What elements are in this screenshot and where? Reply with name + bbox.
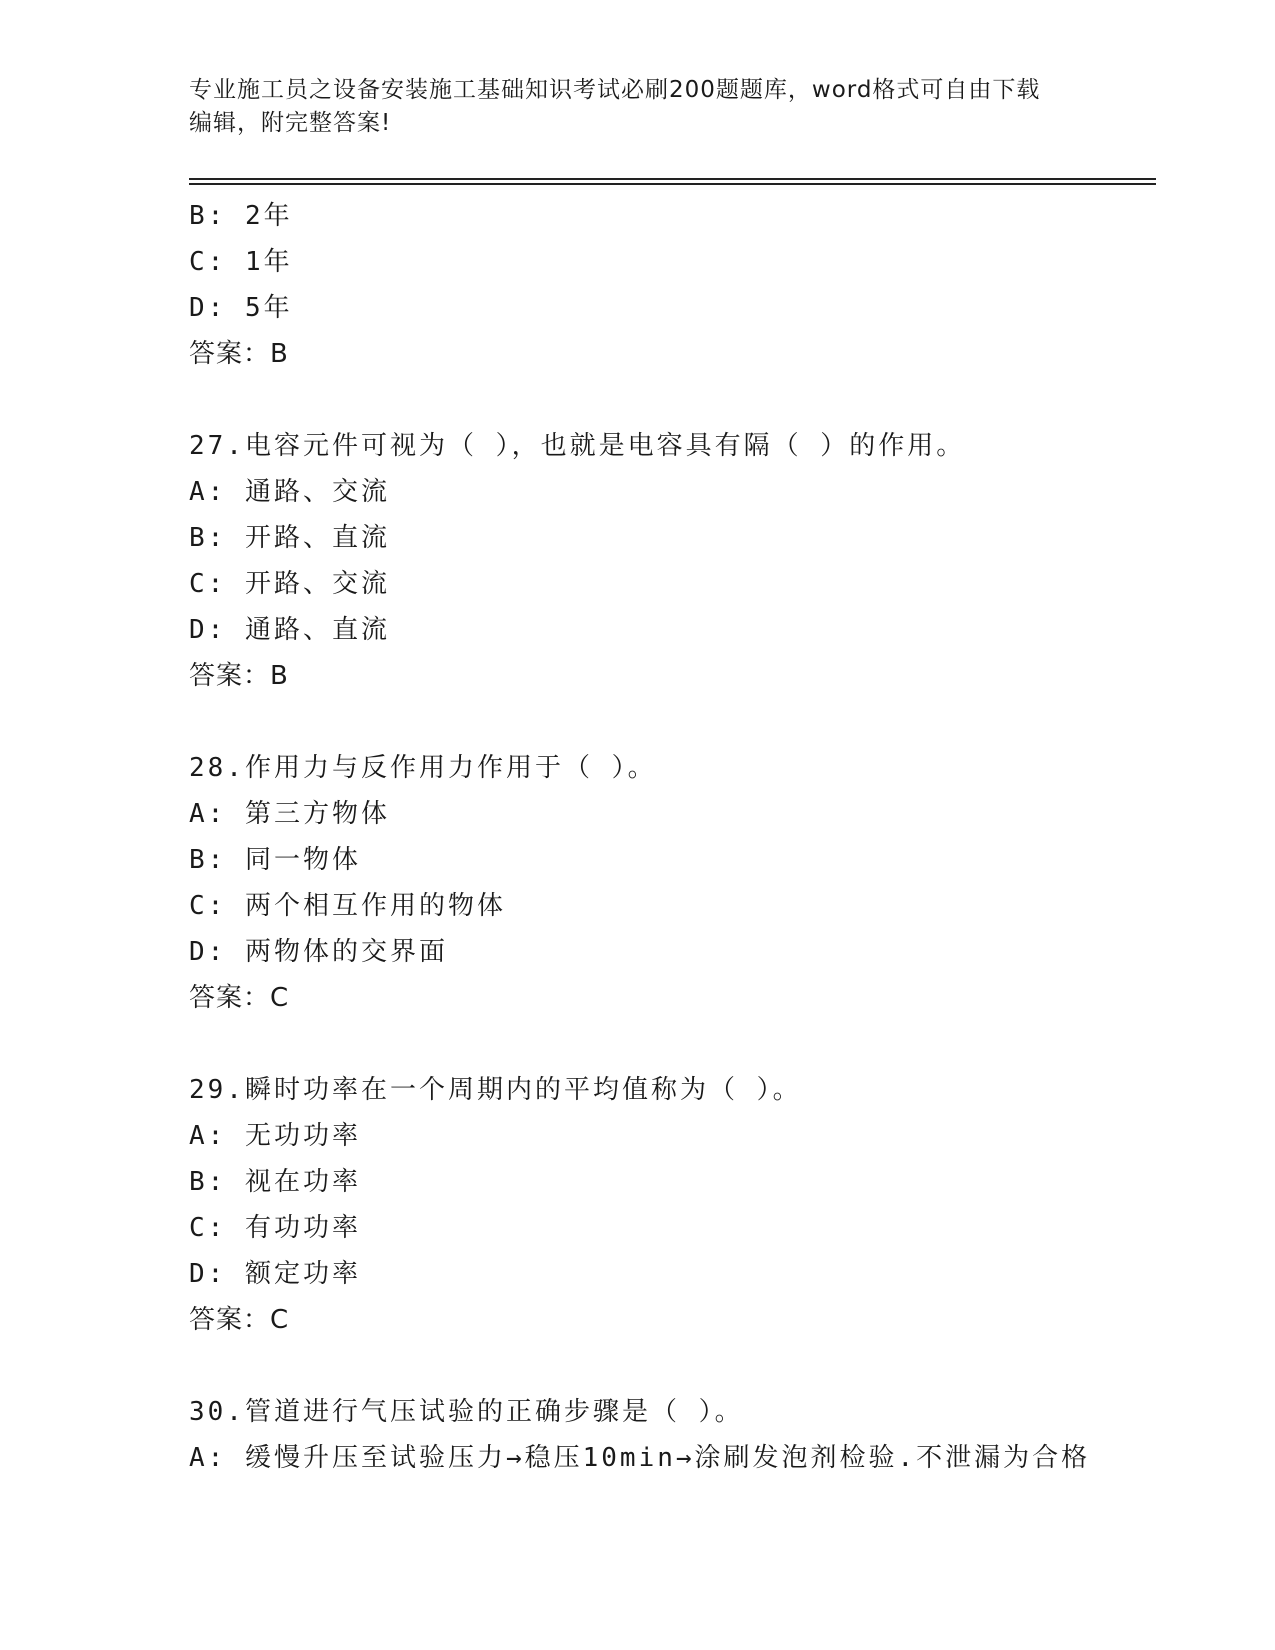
spacer [189,377,1139,423]
answer-line: 答案：C [189,1305,290,1335]
header-rule-bottom [189,183,1156,185]
answer-line: 答案：C [189,983,290,1013]
question-list [189,193,1139,1481]
option-c: C: 两个相互作用的物体 [189,891,506,921]
option-b: B: 开路、直流 [189,523,390,553]
spacer [189,699,1139,745]
option-c: C: 有功功率 [189,1213,361,1243]
question-block-partial [189,193,1139,377]
header-rule-top [189,178,1156,180]
option-d: D: 两物体的交界面 [189,937,448,967]
question-text: 29.瞬时功率在一个周期内的平均值称为（ ）。 [189,1075,802,1105]
option-a: A: 无功功率 [189,1121,361,1151]
document-header [189,74,1089,140]
question-text: 27.电容元件可视为（ ），也就是电容具有隔（ ）的作用。 [189,431,966,461]
option-d: D: 5年 [189,293,293,323]
option-d: D: 额定功率 [189,1259,361,1289]
option-b: B: 同一物体 [189,845,361,875]
question-block-29 [189,1067,1139,1343]
answer-line: 答案：B [189,339,289,369]
option-d: D: 通路、直流 [189,615,390,645]
question-block-28 [189,745,1139,1021]
option-a: A: 第三方物体 [189,799,390,829]
option-b: B: 2年 [189,201,293,231]
option-b: B: 视在功率 [189,1167,361,1197]
answer-line: 答案：B [189,661,289,691]
option-a: A: 通路、交流 [189,477,390,507]
option-a: A: 缓慢升压至试验压力→稳压10min→涂刷发泡剂检验.不泄漏为合格 [189,1443,1091,1473]
option-c: C: 开路、交流 [189,569,390,599]
question-text: 30.管道进行气压试验的正确步骤是（ ）。 [189,1397,744,1427]
question-block-30 [189,1389,1139,1481]
header-title-line-1: 专业施工员之设备安装施工基础知识考试必刷200题题库，word格式可自由下载 [189,77,1041,103]
header-title-line-2: 编辑，附完整答案! [189,110,392,136]
spacer [189,1343,1139,1389]
question-text: 28.作用力与反作用力作用于（ ）。 [189,753,657,783]
question-block-27 [189,423,1139,699]
option-c: C: 1年 [189,247,293,277]
spacer [189,1021,1139,1067]
